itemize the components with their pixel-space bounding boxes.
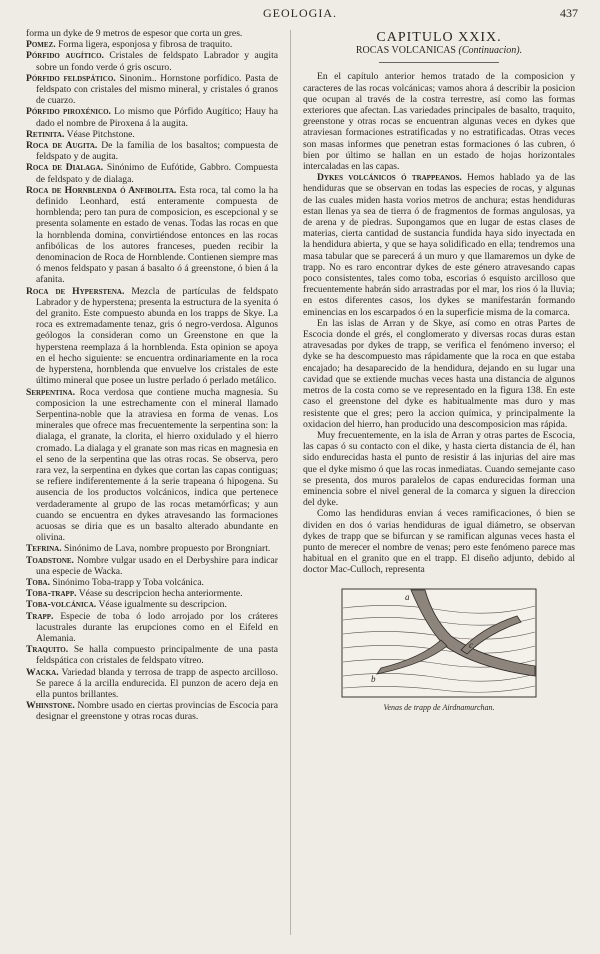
glossary-definition: Variedad blanda y terrosa de trapp de aspecto arcilloso. Se parece á la arcilla endurecida. El punzon de acero deja en ella puntos brillantes. xyxy=(36,666,278,700)
glossary-entry xyxy=(26,599,278,610)
figure-trapp-veins xyxy=(341,588,537,713)
glossary-entry xyxy=(26,611,278,645)
paragraph-text: Muy frecuentemente, en la isla de Arran y otras partes de Escocia, las capas ó su contacto con el dike, y hasta cierta distancia de él, han sido endurecidas hasta el punto de resistir á las injurias del aire mas que el dyke mismo ó que las rocas inmediatas. Cuando semejante caso se presenta, dos muros paralelos de capas endurecidas forman una eminencia sobre el nivel general de la comarca y siguen la direccion del dyke. xyxy=(303,429,575,509)
glossary-term: Whinstone. xyxy=(26,700,75,712)
glossary-term: Trapp. xyxy=(26,610,54,622)
glossary-term: Wacka. xyxy=(26,666,59,678)
glossary-term: Tefrina. xyxy=(26,543,62,555)
glossary-entry xyxy=(26,73,278,107)
glossary-term: Pórfido piroxénico. xyxy=(26,106,111,118)
glossary-entry xyxy=(26,162,278,184)
glossary-term: Roca de Hyperstena. xyxy=(26,285,125,297)
glossary-entry xyxy=(26,543,278,554)
body-paragraph xyxy=(303,508,575,575)
paragraph-text: Como las hendiduras envian á veces ramificaciones, ó bien se dividen en dos ó varias hendiduras de igual diámetro, se observan dykes de trapp que se bifurcan y se ramifican algunas veces hasta el punto de merecer el nombre de venas; pero este fenómeno parece mas habitual en el granito que en el trapp. El diseño adjunto, debido al doctor Mac-Culloch, representa xyxy=(303,508,575,576)
glossary-term: Toba-volcánica. xyxy=(26,599,97,611)
glossary-entry xyxy=(26,286,278,387)
glossary-entry xyxy=(26,140,278,162)
paragraph-text: En el capítulo anterior hemos tratado de la composicion y caracteres de las rocas volcánicas; vamos ahora á describir la posicion que ocupan al través de la costra terrestre, así como las formas exteriores que afectan. Las variedades principales de basalto, traquito, greenstone y otras rocas se encuentran algunas veces en dykes que atraviesan formaciones estratificadas y no estratificadas. Otras veces son masas informes que penetran estas formaciones ó las cubren, ó bien por último se hallan en un estado de hojas horizontales intercaladas en las capas. xyxy=(303,71,575,173)
glossary-entry xyxy=(26,700,278,722)
glossary-definition: Cristales de feldspato Labrador y augita sobre un fondo verde ó gris oscuro. xyxy=(36,50,278,73)
glossary-term: Pomez. xyxy=(26,39,56,51)
glossary-entry xyxy=(26,28,278,39)
glossary-definition: Forma ligera, esponjosa y fibrosa de traquito. xyxy=(58,39,233,51)
glossary-entry xyxy=(26,387,278,544)
glossary-entry xyxy=(26,129,278,140)
glossary-definition: Sinónimo de Eufótide, Gabbro. Compuesta de feldspato y de dialaga. xyxy=(36,162,278,185)
chapter-column xyxy=(303,28,575,713)
glossary-entry xyxy=(26,555,278,577)
figure-label-b: b xyxy=(371,673,376,684)
chapter-body xyxy=(303,71,575,575)
subtitle-text: ROCAS VOLCANICAS xyxy=(355,45,456,57)
figure-illustration xyxy=(341,588,537,700)
glossary-definition: Nombre vulgar usado en el Derbyshire para indicar una especie de Wacka. xyxy=(36,554,278,577)
glossary-definition: De la familia de los basaltos; compuesta de feldspato y de augita. xyxy=(36,140,278,163)
glossary-definition: Sinónimo de Lava, nombre propuesto por Brongniart. xyxy=(64,543,271,555)
body-paragraph xyxy=(303,430,575,508)
glossary-term: Pórfido augítico. xyxy=(26,50,104,62)
glossary-entry xyxy=(26,577,278,588)
glossary-term: Roca de Augita. xyxy=(26,140,98,152)
glossary-term: Serpentina. xyxy=(26,386,75,398)
glossary-entry xyxy=(26,644,278,666)
title-rule xyxy=(379,62,499,63)
section-lead: Dykes volcánicos ó trappeanos. xyxy=(317,172,462,184)
glossary-definition: Especie de toba ó lodo arrojado por los cráteres lacustrales durante las erupciones como en el Eifeld en Alemania. xyxy=(36,610,278,644)
glossary-term: Roca de Hornblenda ó Anfibolita. xyxy=(26,184,177,196)
body-paragraph xyxy=(303,318,575,430)
glossary-column xyxy=(26,28,278,723)
glossary-definition: Véase igualmente su descripcion. xyxy=(98,599,227,611)
subtitle-paren: (Continuacion). xyxy=(458,45,523,57)
glossary-term: Traquito. xyxy=(26,644,69,656)
glossary-term: Pórfido feldspático. xyxy=(26,72,116,84)
glossary-definition: Véase Pitchstone. xyxy=(66,128,135,140)
body-paragraph xyxy=(303,172,575,318)
glossary-definition: Se halla compuesto principalmente de una pasta feldspática con cristales de feldspato vítreo. xyxy=(36,644,278,667)
glossary-definition: Nombre usado en ciertas provincias de Escocia para designar el greenstone y otras rocas duras. xyxy=(36,700,278,723)
glossary-entry xyxy=(26,106,278,128)
column-divider xyxy=(290,30,291,935)
figure-label-c: c xyxy=(469,639,473,650)
glossary-term: Retinita. xyxy=(26,128,65,140)
figure-label-a: a xyxy=(405,591,410,602)
figure-caption: Venas de trapp de Airdnamurchan. xyxy=(383,702,495,712)
chapter-title: CAPITULO XXIX. xyxy=(376,30,502,45)
glossary-term: Roca de Dialaga. xyxy=(26,162,104,174)
glossary-definition: Lo mismo que Pórfido Augítico; Hauy ha dado el nombre de Piroxena á la augita. xyxy=(36,106,278,129)
glossary-term: Toba-trapp. xyxy=(26,588,77,600)
glossary-term: Toadstone. xyxy=(26,554,74,566)
running-header: GEOLOGIA. xyxy=(263,6,337,20)
glossary-definition: Sinonim.. Hornstone porfídico. Pasta de feldspato con cristales del mismo mineral, y cristales ó granos de cuarzo. xyxy=(36,72,279,107)
glossary-definition: Esta roca, tal como la ha definido Leonhard, está enteramente compuesta de hornblenda; pero tan pura de composicion, es escepcional y se presenta solamente en estado de venas. Todas las rocas en que la hornblenda domina, convirtiéndose entonces en las rocas anfibólicas de los autores franceses, pueden recibir la denominacion de Roca de Hornblende. Contienen siempre mas ó menos feldspato y pasan á basalto ó á greenstone, ó bien á la afanita. xyxy=(36,184,278,286)
glossary-definition: Véase su descripcion hecha anteriormente. xyxy=(78,588,243,600)
glossary-definition: Roca verdosa que contiene mucha magnesia. Su composicion la une estrechamente con el mineral llamado Serpentina-noble que la atraviesa en forma de venas. Los minerales que ofrece mas frecuentemente la serpentina son: la dialaga, el granate, la clorita, el hierro oxidulado y el hierro cromado. La dialaga y el granate son mas ricas en magnesia en el seno de la serpentina que las otras rocas. Se observa, pero rara vez, la serpentina en dykes que cortan las capas contiguas; se refiere indiferentemente á la serie trapeana ó hipogena. Su ausencia de los productos volcánicos, indica que pertenece verdaderamente al grupo de las rocas metamórficas; y aun cuando se encuentra en dykes atravesando las formaciones acuosas se diria que es un basalto alterado abundante en olivina. xyxy=(36,386,278,544)
glossary-entry xyxy=(26,667,278,701)
body-paragraph xyxy=(303,71,575,172)
chapter-subtitle xyxy=(303,45,575,56)
glossary-entry xyxy=(26,185,278,286)
glossary-definition: forma un dyke de 9 metros de espesor que corta un gres. xyxy=(26,28,243,39)
glossary-entry xyxy=(26,39,278,50)
paragraph-text: En las islas de Arran y de Skye, así como en otras Partes de Escocia donde el grés, el conglomerato y diversas rocas duras estan atravesadas por dykes de trapp, se verifica el fenómeno inverso; el dyke se ha descompuesto mas rápidamente que la roca en que estaba encajado; ha desaparecido de la hendidura, dejando en su lugar una cavidad que se extiende muchas veces hasta una distancia de algunos metros de la costa como se ve representado en la figura 138. En este caso el greenstone del dyke es habitualmente mas duro y mas resistente que el gres; pero la accion química, y principalmente la oxidacion del hierro, han producido una descomposicion mas rápida. xyxy=(303,317,575,430)
page-number: 437 xyxy=(560,6,578,20)
glossary-entry xyxy=(26,588,278,599)
glossary-term: Toba. xyxy=(26,576,50,588)
paragraph-text: Hemos hablado ya de las hendiduras que se observan en todas las especies de rocas, y algunas de las cuales miden hasta vorios metros de anchura; estas hendiduras estan llenas ya sea de tierra ó de fragmentos de formas angulosas, ya de arena y de piedras. Supongamos que en lugar de estas clases de materias, cierta cantidad de sustancia fundida haya sido inyectada en la hendidura abierta, y que se haya solidificado en ella; tendremos una masa tabular que se parecerá á un muro y que llamaremos un dyke de trapp. No es raro encontrar dykes de este género atravesando capas poco consistentes, tales como toba, escorias ó esquisto arcilloso que frecuentemente habrán sido arrastradas por el mar, los rios ó la lluvia; en estos diferentes casos, los dykes se manifestarán formando eminencias en los escarpados ó en la superficie misma de la comarca. xyxy=(303,172,575,318)
glossary-definition: Mezcla de partículas de feldspato Labrador y de hyperstena; presenta la estructura de la syenita ó del granito. Este compuesto abunda en los trapps de Skye. La roca es extremadamente tenaz, gris ó negro-verdosa. Algunos geólogos la consideran como un Greenstone en que la hyperstena reemplaza á la hornblenda. Esta opinion se apoya en el hecho siguiente: se encuentra ordinariamente en la roca de hyperstena, hornblenda que envuelve los cristales de este último mineral que posee un lustre perlado ó perlado metálico. xyxy=(36,285,278,387)
glossary-entry xyxy=(26,50,278,72)
glossary-definition: Sinónimo Toba-trapp y Toba volcánica. xyxy=(52,576,204,588)
